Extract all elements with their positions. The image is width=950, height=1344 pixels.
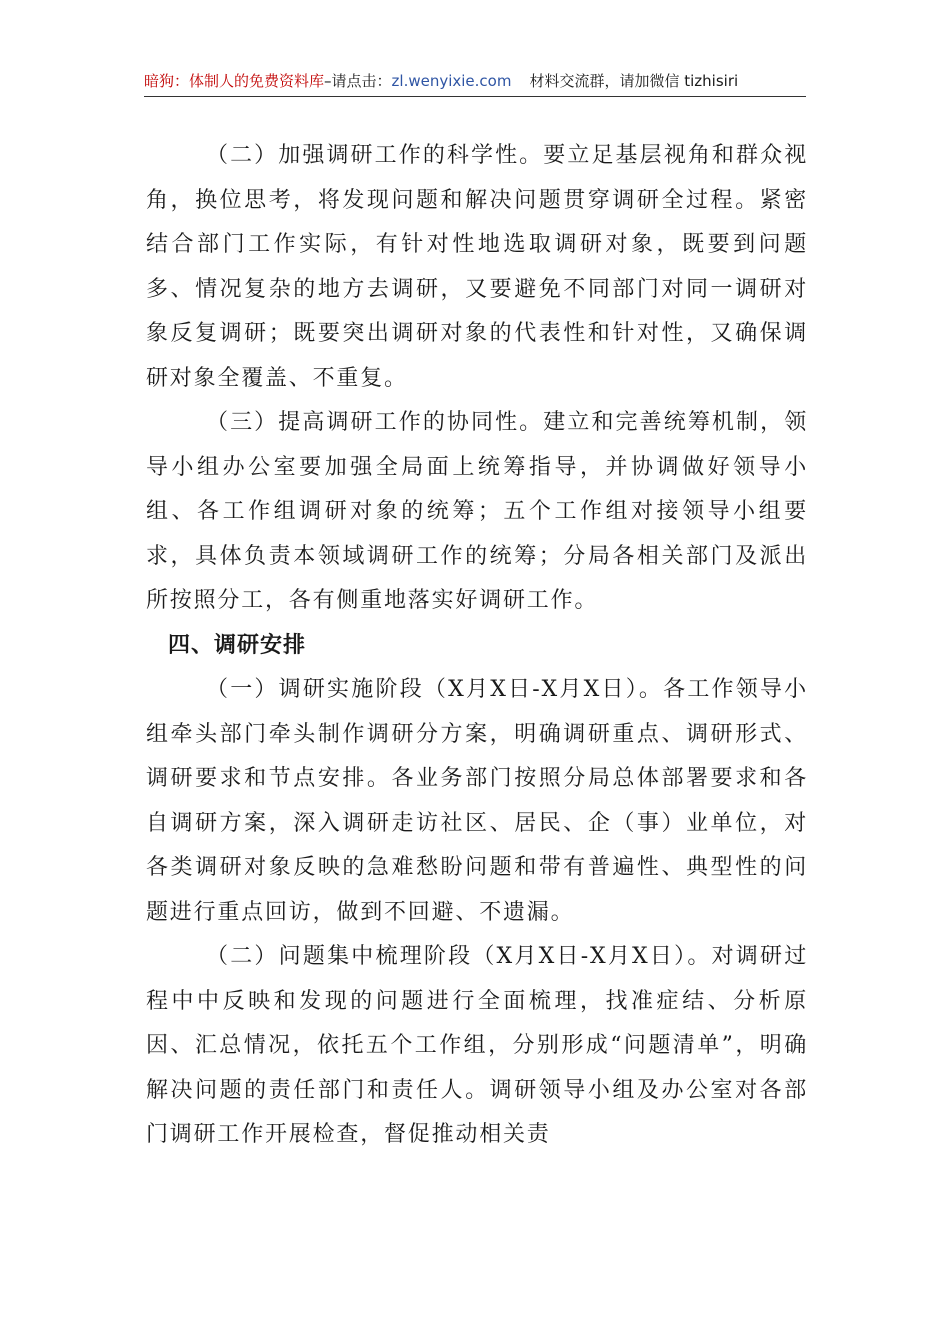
- paragraph-text: 各工作领导小组牵头部门牵头制作调研分方案，明确调研重点、调研形式、调研要求和节点安排。各业务部门按照分局总体部署要求和各自调研方案，深入调研走访社区、居民、企（事）业单位，对各类调研对象反映的急难愁盼问题和带有普遍性、典型性的问题进行重点回访，做到不回避、不遗漏。: [146, 677, 808, 925]
- paragraph-lead: （二）问题集中梳理阶段（X月X日-X月X日）。: [206, 944, 712, 969]
- paragraph-implementation: [146, 668, 808, 935]
- paragraph-review: [146, 935, 808, 1158]
- source-label: 暗狗：体制人的免费资料库: [144, 72, 325, 90]
- click-label: –请点击：: [324, 72, 392, 90]
- paragraph-lead: （一）调研实施阶段（X月X日-X月X日）。: [206, 677, 664, 702]
- paragraph-coordination: [146, 401, 808, 624]
- paragraph-lead: （三）提高调研工作的协同性。: [206, 410, 544, 435]
- section-heading: 四、调研安排: [168, 632, 307, 658]
- paragraph-lead: （二）加强调研工作的科学性。: [206, 143, 544, 168]
- paragraph-text: 对调研过程中中反映和发现的问题进行全面梳理，找准症结、分析原因、汇总情况，依托五个工作组，分别形成“问题清单”，明确解决问题的责任部门和责任人。调研领导小组及办公室对各部门调研工作开展检查，督促推动相关责: [146, 944, 809, 1147]
- source-link[interactable]: zl.wenyixie.com: [391, 72, 512, 90]
- paragraph-scientific: [146, 134, 808, 401]
- page-header: [144, 66, 806, 97]
- group-note: 材料交流群，请加微信 tizhisiri: [529, 72, 739, 90]
- document-body: [146, 134, 808, 1158]
- paragraph-text: 要立足基层视角和群众视角，换位思考，将发现问题和解决问题贯穿调研全过程。紧密结合部门工作实际，有针对性地选取调研对象，既要到问题多、情况复杂的地方去调研，又要避免不同部门对同一调研对象反复调研；既要突出调研对象的代表性和针对性，又确保调研对象全覆盖、不重复。: [146, 143, 808, 391]
- paragraph-text: 建立和完善统筹机制，领导小组办公室要加强全局面上统筹指导，并协调做好领导小组、各工作组调研对象的统筹；五个工作组对接领导小组要求，具体负责本领域调研工作的统筹；分局各相关部门及派出所按照分工，各有侧重地落实好调研工作。: [146, 410, 808, 613]
